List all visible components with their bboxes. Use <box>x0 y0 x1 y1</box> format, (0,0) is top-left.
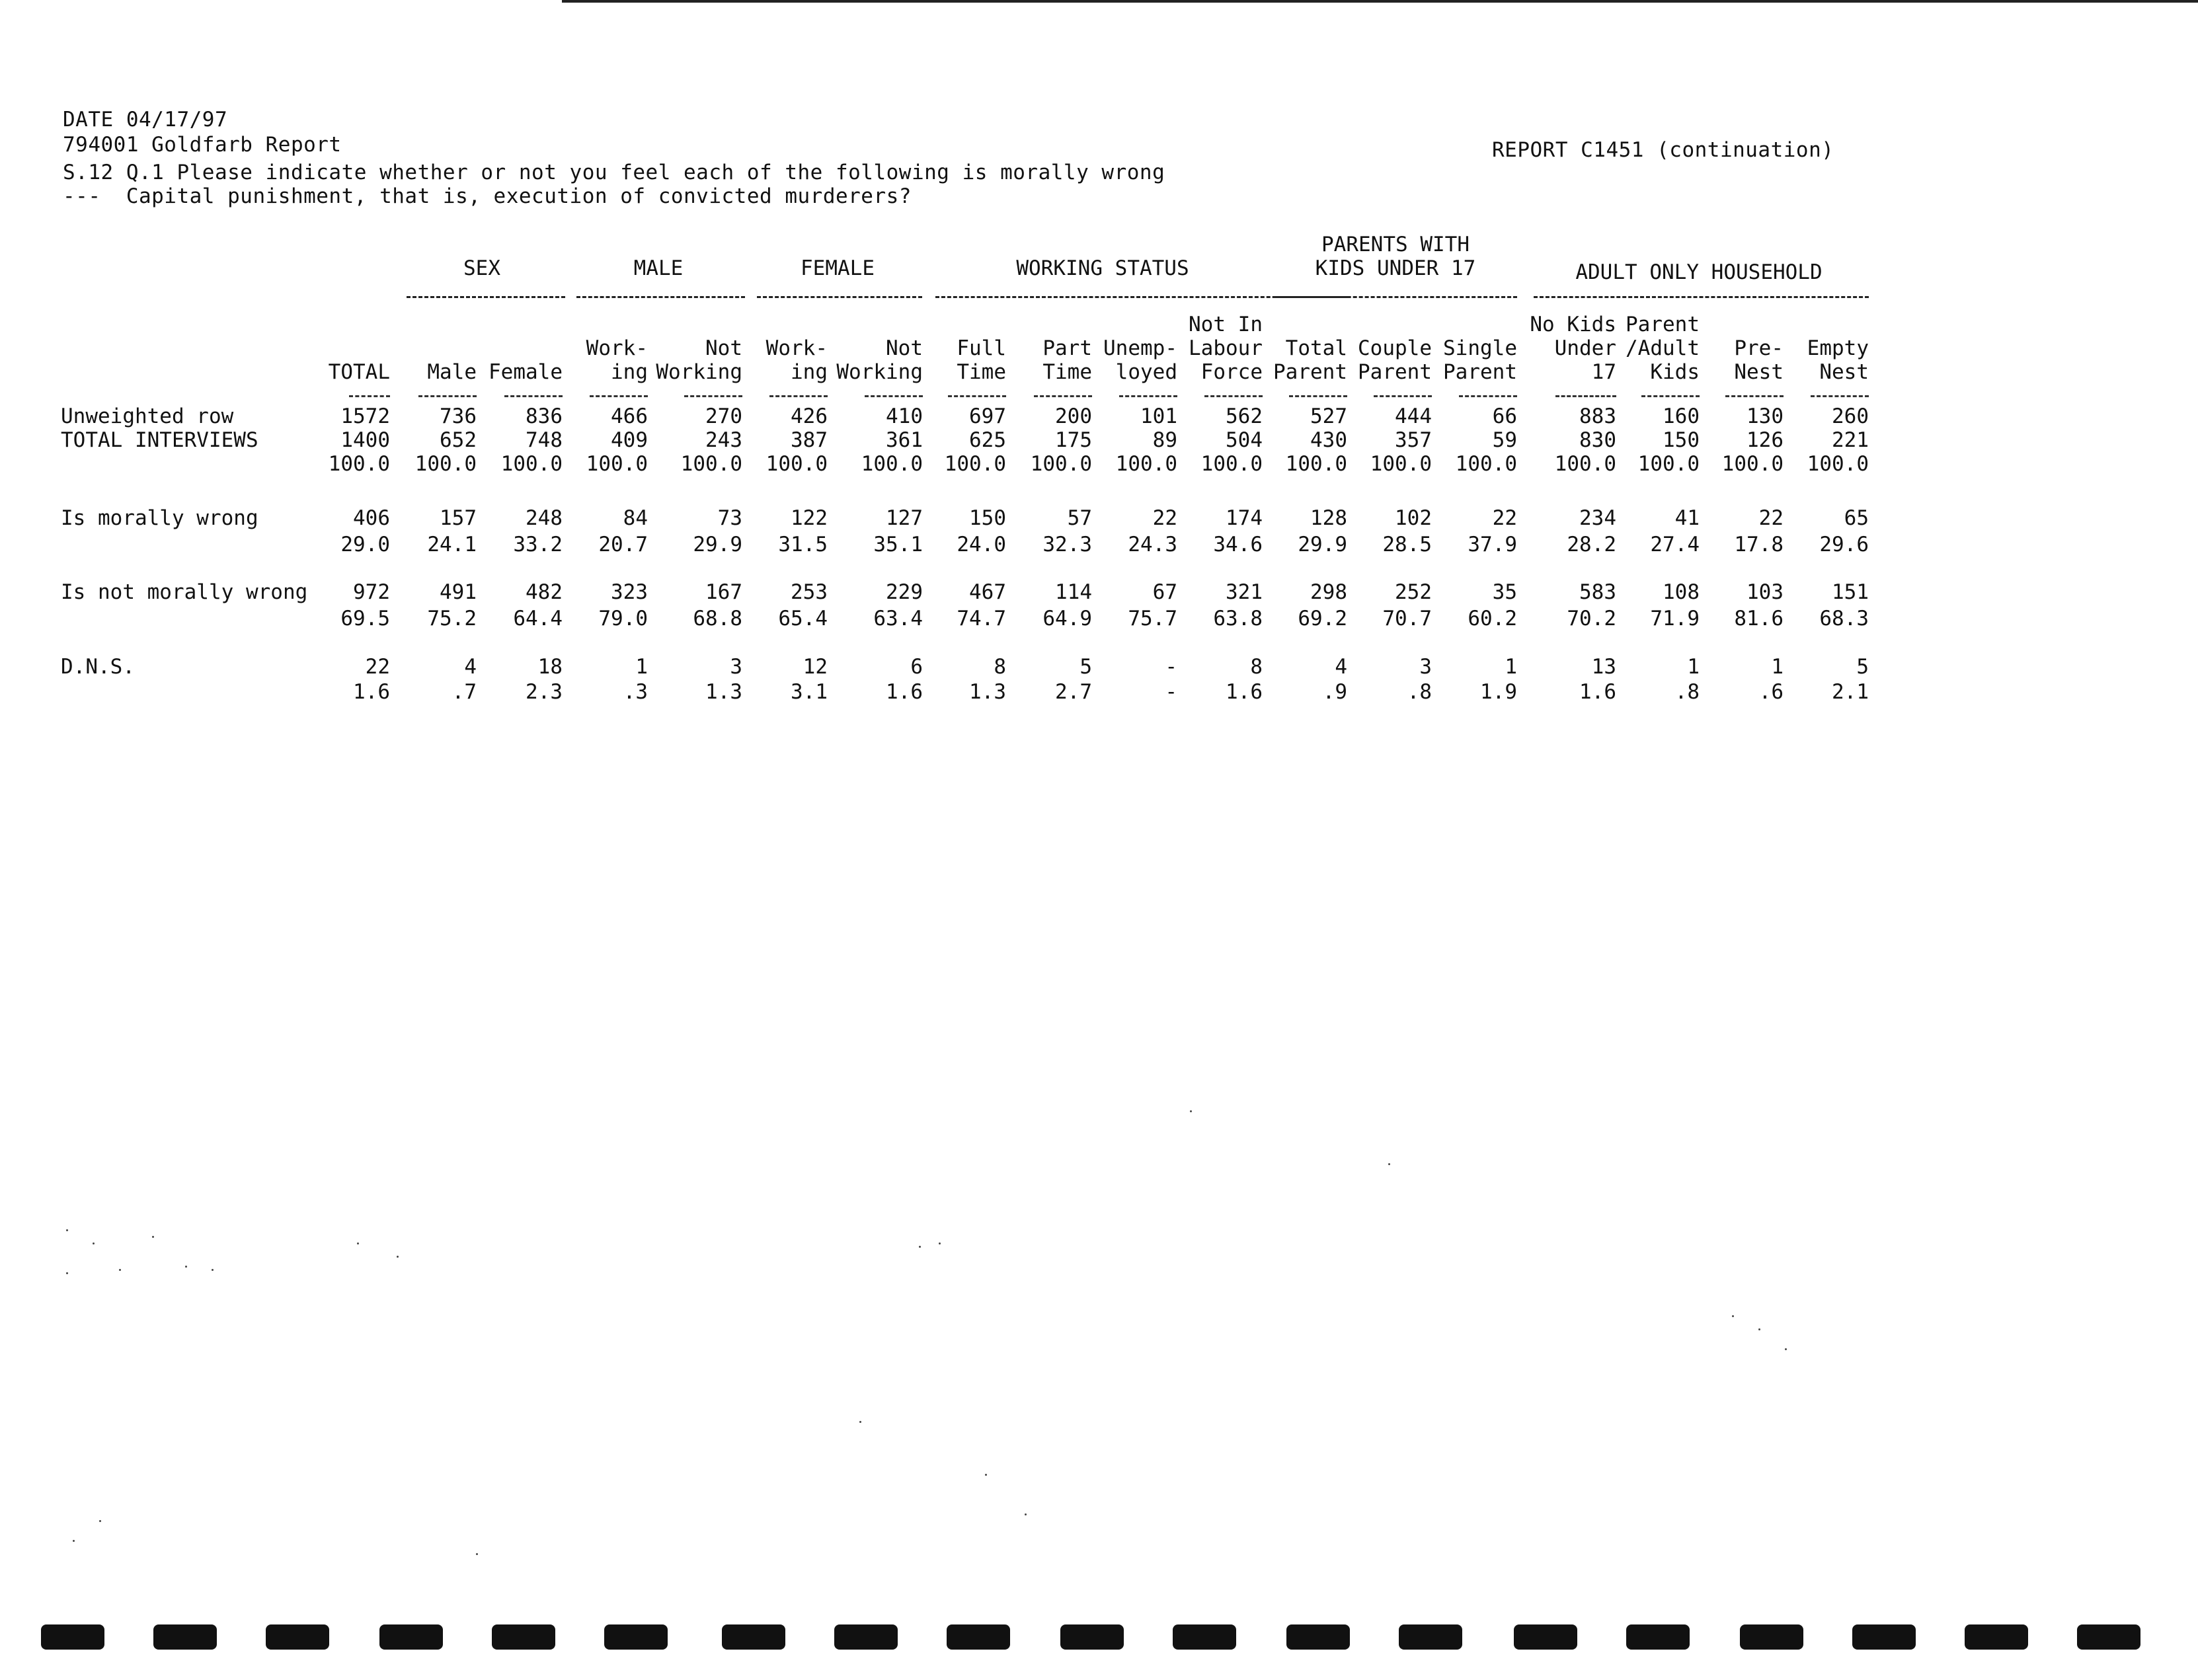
feed-hole <box>1965 1624 2028 1650</box>
table-cell: 409 <box>611 428 648 452</box>
table-cell: 100.0 <box>500 452 563 476</box>
table-cell: 2.7 <box>1055 680 1092 704</box>
table-cell: 41 <box>1674 506 1700 530</box>
group-header: MALE <box>633 256 684 280</box>
table-cell: 387 <box>791 428 828 452</box>
table-cell: 697 <box>969 404 1006 428</box>
table-cell: 221 <box>1832 428 1869 452</box>
column-underline <box>1034 395 1092 397</box>
table-cell: 35 <box>1492 580 1517 604</box>
scan-speck <box>185 1266 187 1268</box>
column-header: Not Working <box>656 336 742 384</box>
column-underline <box>1459 395 1517 397</box>
table-cell: 69.5 <box>340 607 390 630</box>
table-cell: 270 <box>705 404 742 428</box>
table-cell: 1400 <box>340 428 390 452</box>
feed-hole <box>1852 1624 1916 1650</box>
feed-hole <box>492 1624 555 1650</box>
table-cell: 2.1 <box>1832 680 1869 704</box>
table-cell: 71.9 <box>1650 607 1700 630</box>
table-cell: 35.1 <box>873 533 923 556</box>
table-cell: 29.6 <box>1819 533 1869 556</box>
table-cell: 100.0 <box>1455 452 1517 476</box>
table-cell: 323 <box>611 580 648 604</box>
group-underline <box>1276 296 1517 298</box>
table-cell: 1.6 <box>353 680 390 704</box>
column-underline <box>1811 395 1869 397</box>
table-cell: 103 <box>1747 580 1784 604</box>
scan-speck <box>1758 1328 1760 1330</box>
table-cell: 100.0 <box>1721 452 1784 476</box>
group-underline <box>1534 296 1869 298</box>
group-header: WORKING STATUS <box>1016 256 1189 280</box>
table-cell: - <box>1165 680 1177 704</box>
table-cell: 1572 <box>340 404 390 428</box>
table-cell: 4 <box>1335 655 1347 679</box>
table-cell: 361 <box>886 428 923 452</box>
column-underline <box>769 395 828 397</box>
table-cell: 253 <box>791 580 828 604</box>
row-label: Is morally wrong <box>61 506 258 530</box>
table-cell: 29.9 <box>693 533 742 556</box>
table-cell: 1.3 <box>705 680 742 704</box>
table-cell: 160 <box>1663 404 1700 428</box>
column-header: Work- ing <box>765 336 828 384</box>
table-cell: 972 <box>353 580 390 604</box>
subquestion-text: --- Capital punishment, that is, execution of convicted murderers? <box>63 184 912 208</box>
column-underline <box>504 395 563 397</box>
table-cell: 127 <box>886 506 923 530</box>
scan-speck <box>212 1269 214 1271</box>
table-cell: 75.7 <box>1128 607 1177 630</box>
table-cell: 27.4 <box>1650 533 1700 556</box>
table-cell: 491 <box>440 580 477 604</box>
table-cell: 200 <box>1055 404 1092 428</box>
table-cell: 100.0 <box>1554 452 1616 476</box>
feed-hole <box>1740 1624 1803 1650</box>
table-cell: 150 <box>1663 428 1700 452</box>
table-cell: 426 <box>791 404 828 428</box>
column-header: Unemp- loyed <box>1103 336 1177 384</box>
table-cell: 100.0 <box>1637 452 1700 476</box>
table-cell: 150 <box>969 506 1006 530</box>
column-underline <box>1641 395 1700 397</box>
column-header: Pre- Nest <box>1734 336 1784 384</box>
row-label: Is not morally wrong <box>61 580 308 604</box>
column-header: Male <box>427 360 477 384</box>
table-cell: 151 <box>1832 580 1869 604</box>
table-cell: 229 <box>886 580 923 604</box>
table-cell: 562 <box>1226 404 1263 428</box>
table-cell: 29.9 <box>1298 533 1347 556</box>
feed-hole <box>1626 1624 1690 1650</box>
scan-speck <box>859 1421 861 1423</box>
column-underline <box>1204 395 1263 397</box>
table-cell: 321 <box>1226 580 1263 604</box>
feed-hole <box>1173 1624 1236 1650</box>
table-cell: 63.4 <box>873 607 923 630</box>
table-cell: 122 <box>791 506 828 530</box>
column-header: Female <box>489 360 563 384</box>
table-cell: 748 <box>526 428 563 452</box>
scan-speck <box>1025 1513 1027 1515</box>
table-cell: 89 <box>1152 428 1177 452</box>
column-underline <box>418 395 477 397</box>
row-label: Unweighted row <box>61 404 234 428</box>
table-cell: 5 <box>1079 655 1092 679</box>
table-cell: 1 <box>1687 655 1700 679</box>
table-cell: 625 <box>969 428 1006 452</box>
table-cell: 100.0 <box>680 452 742 476</box>
column-header: Not In Labour Force <box>1189 313 1263 384</box>
table-cell: - <box>1165 655 1177 679</box>
table-cell: 2.3 <box>526 680 563 704</box>
scan-speck <box>476 1553 478 1555</box>
column-underline <box>684 395 742 397</box>
table-cell: 31.5 <box>778 533 828 556</box>
group-underline <box>407 296 565 298</box>
table-cell: 157 <box>440 506 477 530</box>
table-cell: 100.0 <box>944 452 1006 476</box>
column-header: Not Working <box>836 336 923 384</box>
table-cell: .8 <box>1674 680 1700 704</box>
column-underline <box>1555 395 1616 397</box>
column-underline <box>1119 395 1177 397</box>
scan-speck <box>119 1269 121 1271</box>
scan-speck <box>73 1540 75 1542</box>
feed-hole <box>604 1624 668 1650</box>
column-header: Couple Parent <box>1358 336 1432 384</box>
column-header: Part Time <box>1042 336 1092 384</box>
feed-hole <box>1286 1624 1350 1650</box>
table-cell: 8 <box>1250 655 1263 679</box>
scan-speck <box>66 1272 68 1274</box>
feed-hole <box>266 1624 329 1650</box>
column-header: No Kids Under 17 <box>1530 313 1616 384</box>
table-cell: 60.2 <box>1468 607 1517 630</box>
feed-hole <box>722 1624 785 1650</box>
table-cell: 100.0 <box>765 452 828 476</box>
column-underline <box>1289 395 1347 397</box>
feed-hole <box>41 1624 104 1650</box>
group-header: ADULT ONLY HOUSEHOLD <box>1575 260 1823 284</box>
scan-speck <box>152 1236 154 1238</box>
scan-speck <box>66 1229 68 1231</box>
column-underline <box>590 395 648 397</box>
table-cell: 100.0 <box>1807 452 1869 476</box>
table-cell: 482 <box>526 580 563 604</box>
scan-speck <box>1732 1315 1734 1317</box>
table-cell: 3 <box>730 655 742 679</box>
table-cell: 34.6 <box>1213 533 1263 556</box>
table-cell: 22 <box>365 655 390 679</box>
table-cell: 883 <box>1579 404 1616 428</box>
table-cell: .7 <box>451 680 477 704</box>
scan-speck <box>99 1520 101 1522</box>
table-cell: 357 <box>1395 428 1432 452</box>
table-cell: 64.4 <box>513 607 563 630</box>
feed-hole <box>379 1624 443 1650</box>
table-cell: 17.8 <box>1734 533 1784 556</box>
table-cell: 24.3 <box>1128 533 1177 556</box>
column-underline <box>1374 395 1432 397</box>
table-cell: 1 <box>1505 655 1517 679</box>
column-header: Empty Nest <box>1807 336 1869 384</box>
report-date: DATE 04/17/97 <box>63 108 228 132</box>
table-cell: 100.0 <box>328 452 390 476</box>
scan-speck <box>1388 1163 1390 1165</box>
table-cell: 28.5 <box>1382 533 1432 556</box>
table-cell: 101 <box>1140 404 1177 428</box>
table-cell: 836 <box>526 404 563 428</box>
table-cell: 102 <box>1395 506 1432 530</box>
table-cell: 75.2 <box>427 607 477 630</box>
table-cell: 1.6 <box>886 680 923 704</box>
table-cell: 100.0 <box>414 452 477 476</box>
scan-speck <box>985 1474 987 1476</box>
table-cell: 430 <box>1310 428 1347 452</box>
scan-speck <box>357 1242 359 1244</box>
table-cell: 67 <box>1152 580 1177 604</box>
column-header: TOTAL <box>328 360 390 384</box>
feed-hole <box>1514 1624 1577 1650</box>
column-header: Parent /Adult Kids <box>1626 313 1700 384</box>
scan-speck <box>93 1242 95 1244</box>
group-header: FEMALE <box>801 256 875 280</box>
table-cell: 8 <box>994 655 1006 679</box>
table-cell: 18 <box>537 655 563 679</box>
group-underline <box>757 296 922 298</box>
table-cell: 130 <box>1747 404 1784 428</box>
scan-speck <box>1785 1348 1787 1350</box>
table-cell: 73 <box>717 506 742 530</box>
table-cell: 174 <box>1226 506 1263 530</box>
table-cell: 167 <box>705 580 742 604</box>
table-cell: 444 <box>1395 404 1432 428</box>
table-cell: 12 <box>803 655 828 679</box>
group-header: SEX <box>463 256 500 280</box>
table-cell: 4 <box>464 655 477 679</box>
table-cell: 22 <box>1152 506 1177 530</box>
table-cell: 70.7 <box>1382 607 1432 630</box>
table-cell: 527 <box>1310 404 1347 428</box>
table-cell: 33.2 <box>513 533 563 556</box>
table-cell: 24.0 <box>957 533 1006 556</box>
table-cell: 64.9 <box>1042 607 1092 630</box>
table-cell: .3 <box>623 680 648 704</box>
table-cell: 32.3 <box>1042 533 1092 556</box>
table-cell: 100.0 <box>1285 452 1347 476</box>
table-cell: 126 <box>1747 428 1784 452</box>
column-header: Full Time <box>957 336 1006 384</box>
table-cell: 22 <box>1758 506 1784 530</box>
table-cell: .6 <box>1758 680 1784 704</box>
table-cell: 1.3 <box>969 680 1006 704</box>
table-cell: 100.0 <box>861 452 923 476</box>
table-cell: 1.9 <box>1480 680 1517 704</box>
table-cell: 1.6 <box>1579 680 1616 704</box>
table-cell: 234 <box>1579 506 1616 530</box>
table-cell: 1 <box>1771 655 1784 679</box>
table-cell: 28.2 <box>1567 533 1616 556</box>
table-cell: .8 <box>1407 680 1432 704</box>
column-header: Total Parent <box>1273 336 1347 384</box>
table-cell: 100.0 <box>1370 452 1432 476</box>
table-cell: 68.8 <box>693 607 742 630</box>
report-id: REPORT C1451 (continuation) <box>1492 138 1834 162</box>
column-header: Single Parent <box>1443 336 1517 384</box>
table-cell: 20.7 <box>598 533 648 556</box>
table-cell: 3 <box>1419 655 1432 679</box>
table-cell: 100.0 <box>1115 452 1177 476</box>
table-cell: 298 <box>1310 580 1347 604</box>
table-cell: 65 <box>1844 506 1869 530</box>
table-cell: 5 <box>1856 655 1869 679</box>
table-cell: 29.0 <box>340 533 390 556</box>
table-cell: 22 <box>1492 506 1517 530</box>
row-label: D.N.S. <box>61 655 135 679</box>
table-cell: 6 <box>910 655 923 679</box>
table-cell: 248 <box>526 506 563 530</box>
table-cell: 65.4 <box>778 607 828 630</box>
table-cell: 243 <box>705 428 742 452</box>
scan-speck <box>1190 1110 1192 1112</box>
table-cell: 736 <box>440 404 477 428</box>
column-underline <box>1725 395 1784 397</box>
scan-speck <box>397 1256 399 1258</box>
table-cell: 3.1 <box>791 680 828 704</box>
table-cell: 100.0 <box>1030 452 1092 476</box>
column-underline <box>948 395 1006 397</box>
table-cell: 81.6 <box>1734 607 1784 630</box>
report-name: 794001 Goldfarb Report <box>63 133 342 157</box>
feed-hole <box>1399 1624 1462 1650</box>
table-cell: 252 <box>1395 580 1432 604</box>
table-cell: 57 <box>1067 506 1092 530</box>
table-cell: 100.0 <box>1200 452 1263 476</box>
table-cell: .9 <box>1322 680 1347 704</box>
scan-speck <box>939 1242 941 1244</box>
table-cell: 114 <box>1055 580 1092 604</box>
feed-hole <box>153 1624 217 1650</box>
group-header: PARENTS WITH KIDS UNDER 17 <box>1315 233 1476 280</box>
table-cell: 70.2 <box>1567 607 1616 630</box>
table-cell: 108 <box>1663 580 1700 604</box>
feed-hole <box>947 1624 1010 1650</box>
table-cell: 13 <box>1591 655 1616 679</box>
feed-hole <box>834 1624 898 1650</box>
table-cell: 63.8 <box>1213 607 1263 630</box>
row-label: TOTAL INTERVIEWS <box>61 428 258 452</box>
table-cell: 128 <box>1310 506 1347 530</box>
question-text: S.12 Q.1 Please indicate whether or not you feel each of the following is morally wrong <box>63 161 1165 184</box>
scan-speck <box>919 1246 921 1248</box>
table-cell: 69.2 <box>1298 607 1347 630</box>
column-header: Work- ing <box>586 336 648 384</box>
group-underline <box>576 296 745 298</box>
table-cell: 100.0 <box>586 452 648 476</box>
table-cell: 504 <box>1226 428 1263 452</box>
table-cell: 466 <box>611 404 648 428</box>
table-cell: 68.3 <box>1819 607 1869 630</box>
table-cell: 1 <box>635 655 648 679</box>
table-cell: 66 <box>1492 404 1517 428</box>
table-cell: 652 <box>440 428 477 452</box>
table-cell: 79.0 <box>598 607 648 630</box>
table-cell: 1.6 <box>1226 680 1263 704</box>
column-underline <box>865 395 923 397</box>
table-cell: 410 <box>886 404 923 428</box>
table-cell: 260 <box>1832 404 1869 428</box>
table-cell: 406 <box>353 506 390 530</box>
column-underline <box>349 395 390 397</box>
table-cell: 24.1 <box>427 533 477 556</box>
table-cell: 175 <box>1055 428 1092 452</box>
table-cell: 830 <box>1579 428 1616 452</box>
table-cell: 37.9 <box>1468 533 1517 556</box>
table-cell: 583 <box>1579 580 1616 604</box>
table-cell: 467 <box>969 580 1006 604</box>
top-border-line <box>562 0 2198 3</box>
feed-hole <box>1060 1624 1124 1650</box>
feed-hole <box>2077 1624 2140 1650</box>
table-cell: 59 <box>1492 428 1517 452</box>
table-cell: 84 <box>623 506 648 530</box>
table-cell: 74.7 <box>957 607 1006 630</box>
